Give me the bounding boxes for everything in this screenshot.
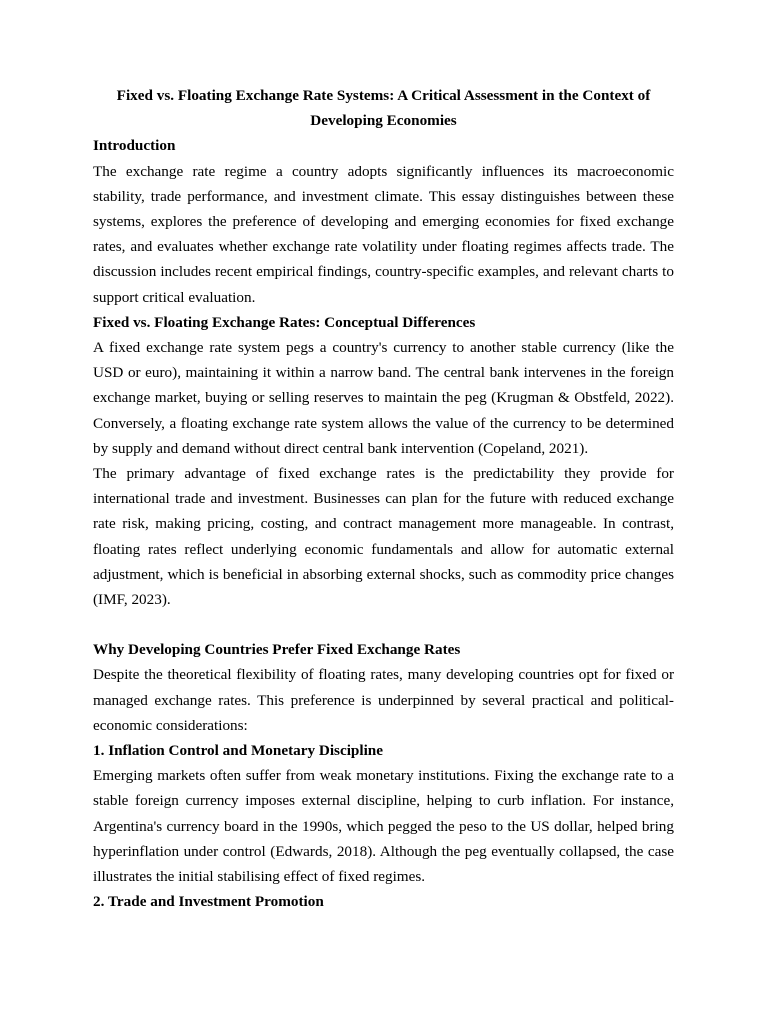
document-page [93, 83, 674, 915]
paragraph-spacer [93, 612, 674, 637]
paragraph-introduction: The exchange rate regime a country adopts significantly influences its macroeconomic stability, trade performance, and investment climate. This essay distinguishes between these systems, explores the preference of developing and emerging economies for fixed exchange rates, and evaluates whether exchange rate volatility under floating regimes affects trade. The discussion includes recent empirical findings, country-specific examples, and relevant charts to support critical evaluation. [93, 162, 674, 306]
paragraph-fixed-vs-floating-definition: A fixed exchange rate system pegs a country's currency to another stable currency (like the USD or euro), maintaining it within a narrow band. The central bank intervenes in the foreign exchange market, buying or selling reserves to maintain the peg (Krugman & Obstfeld, 2022). Conversely, a floating exchange rate system allows the value of the currency to be determined by supply and demand without direct central bank intervention (Copeland, 2021). [93, 339, 674, 457]
section-heading-introduction: Introduction [93, 137, 176, 155]
paragraph-fixed-rate-advantage: The primary advantage of fixed exchange rates is the predictability they provide for international trade and investment. Businesses can plan for the future with reduced exchange rate risk, making pricing, costing, and contract management more manageable. In contrast, floating rates reflect underlying economic fundamentals and allow for automatic external adjustment, which is beneficial in absorbing external shocks, such as commodity price changes (IMF, 2023). [93, 465, 674, 609]
paragraph-inflation-control: Emerging markets often suffer from weak monetary institutions. Fixing the exchange rate to a stable foreign currency imposes external discipline, helping to curb inflation. For instance, Argentina's currency board in the 1990s, which pegged the peso to the US dollar, helped bring hyperinflation under control (Edwards, 2018). Although the peg eventually collapsed, the case illustrates the initial stabilising effect of fixed regimes. [93, 767, 674, 886]
document-title: Fixed vs. Floating Exchange Rate Systems: A Critical Assessment in the Context of Developing Economies [116, 87, 651, 130]
section-heading-inflation-control: 1. Inflation Control and Monetary Discipline [93, 742, 383, 760]
section-heading-conceptual-differences: Fixed vs. Floating Exchange Rates: Conceptual Differences [93, 313, 476, 331]
paragraph-developing-preference: Despite the theoretical flexibility of floating rates, many developing countries opt for fixed or managed exchange rates. This preference is underpinned by several practical and political-economic considerations: [93, 666, 674, 734]
section-heading-trade-investment: 2. Trade and Investment Promotion [93, 893, 324, 911]
section-heading-why-developing-prefer-fixed: Why Developing Countries Prefer Fixed Exchange Rates [93, 641, 461, 659]
